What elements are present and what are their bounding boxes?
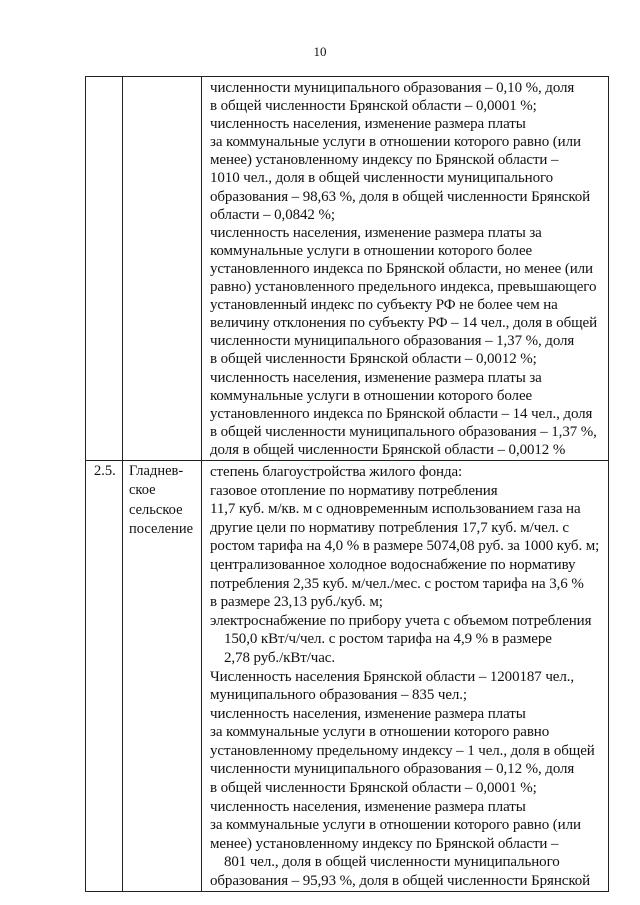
table-row <box>86 460 609 891</box>
municipality-name-line: ское <box>129 482 156 499</box>
text-line: численность населения, изменение размера платы <box>210 116 526 133</box>
text-line: численности муниципального образования – 0,12 %, доля <box>210 761 575 778</box>
text-line: доля в общей численности Брянской области – 0,0012 % <box>210 441 566 458</box>
document-table <box>85 76 609 892</box>
row-number <box>86 77 122 78</box>
text-line: величину отклонения по субъекту РФ – 14 чел., доля в общей <box>210 315 598 332</box>
text-line: степень благоустройства жилого фонда: <box>210 463 463 480</box>
description-cell <box>202 460 609 891</box>
municipality-name-cell <box>123 460 202 891</box>
text-line: установленного индекса по Брянской области – 14 чел., доля <box>210 405 593 422</box>
text-line: установленный индекс по субъекту РФ не более чем на <box>210 297 558 314</box>
text-line: другие цели по нормативу потребления 17,7 куб. м/чел. с <box>210 519 569 536</box>
text-line: в общей численности муниципального образования – 1,37 %, <box>210 423 597 440</box>
description-cell <box>202 77 609 461</box>
text-line: численность населения, изменение размера платы <box>210 798 526 815</box>
text-line: за коммунальные услуги в отношении которого равно (или <box>210 134 581 151</box>
text-line: за коммунальные услуги в отношении которого равно (или <box>210 817 581 834</box>
text-line: муниципального образования – 835 чел.; <box>210 687 467 704</box>
text-line: численность населения, изменение размера платы за <box>210 224 542 241</box>
text-line: 11,7 куб. м/кв. м с одновременным использованием газа на <box>210 501 581 518</box>
text-line: численности муниципального образования – 0,10 %, доля <box>210 80 575 96</box>
text-line: в общей численности Брянской области – 0,0012 %; <box>210 351 537 368</box>
text-line: менее) установленному индексу по Брянской области – <box>210 152 559 169</box>
row-number-cell <box>86 460 123 891</box>
text-line: 1010 чел., доля в общей численности муниципального <box>210 170 554 187</box>
row-number: 2.5. <box>94 462 116 479</box>
text-line: установленному предельному индексу – 1 чел., доля в общей <box>210 742 595 759</box>
municipality-name-line: Гладнев- <box>129 462 184 479</box>
text-line: образования – 98,63 %, доля в общей численности Брянской <box>210 188 591 205</box>
text-line: области – 0,0842 %; <box>210 206 335 223</box>
text-line: 801 чел., доля в общей численности муниципального <box>224 854 560 871</box>
text-line: в размере 23,13 руб./куб. м; <box>210 594 383 611</box>
text-line: образования – 95,93 %, доля в общей численности Брянской <box>210 873 591 890</box>
text-line: в общей численности Брянской области – 0,0001 %; <box>210 98 537 115</box>
page-number: 10 <box>313 44 327 59</box>
text-line: коммунальные услуги в отношении которого более <box>210 242 533 259</box>
text-line: численность населения, изменение размера платы <box>210 705 526 722</box>
text-line: 2,78 руб./кВт/час. <box>224 649 335 666</box>
text-line: потребления 2,35 куб. м/чел./мес. с ростом тарифа на 3,6 % <box>210 575 584 592</box>
text-line: 150,0 кВт/ч/чел. с ростом тарифа на 4,9 % в размере <box>224 631 552 648</box>
text-line: Численность населения Брянской области – 1200187 чел., <box>210 668 575 685</box>
municipality-name-line: поселение <box>129 521 194 538</box>
text-line: установленного индекса по Брянской области, но менее (или <box>210 260 593 277</box>
text-line: коммунальные услуги в отношении которого более <box>210 387 533 404</box>
text-line: за коммунальные услуги в отношении которого равно <box>210 724 550 741</box>
text-line: численности муниципального образования – 1,37 %, доля <box>210 333 575 350</box>
text-line: газовое отопление по нормативу потребления <box>210 482 498 499</box>
table-row <box>86 77 609 461</box>
municipality-name-cell <box>123 77 202 461</box>
text-line: менее) установленному индексу по Брянской области – <box>210 835 559 852</box>
text-line: численность населения, изменение размера платы за <box>210 369 542 386</box>
text-line: в общей численности Брянской области – 0,0001 %; <box>210 780 537 797</box>
municipality-name-line: сельское <box>129 501 183 518</box>
row-number-cell <box>86 77 123 461</box>
text-line: централизованное холодное водоснабжение по нормативу <box>210 556 576 573</box>
text-line: равно) установленного предельного индекса, превышающего <box>210 279 597 296</box>
text-line: электроснабжение по прибору учета с объемом потребления <box>210 612 592 629</box>
text-line: ростом тарифа на 4,0 % в размере 5074,08 руб. за 1000 куб. м; <box>210 538 600 555</box>
